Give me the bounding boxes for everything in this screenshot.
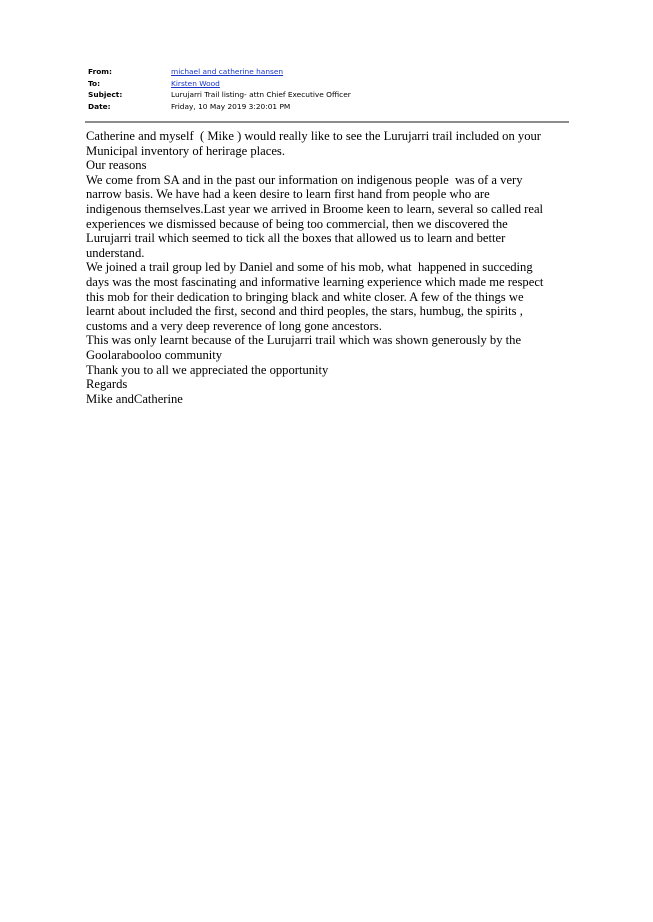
body-line: Municipal inventory of herirage places. <box>86 143 285 158</box>
body-line: indigenous themselves.Last year we arrived in Broome keen to learn, several so called real <box>86 201 544 216</box>
body-line: experiences we dismissed because of being too commercial, then we discovered the <box>86 216 508 231</box>
date-value: Friday, 10 May 2019 3:20:01 PM <box>171 101 291 111</box>
body-line: narrow basis. We have had a keen desire to learn first hand from people who are <box>86 187 490 202</box>
body-line: We joined a trail group led by Daniel and some of his mob, what happened in succeding <box>86 260 533 275</box>
body-line: customs and a very deep reverence of long gone ancestors. <box>86 318 382 333</box>
to-row <box>88 78 568 90</box>
body-line: We come from SA and in the past our information on indigenous people was of a very <box>86 172 523 187</box>
body-line: Catherine and myself ( Mike ) would really like to see the Lurujarri trail included on your <box>86 129 541 143</box>
body-line: This was only learnt because of the Lurujarri trail which was shown generously by the <box>86 333 522 348</box>
from-email-link[interactable]: michael and catherine hansen <box>171 67 284 76</box>
body-line: Lurujarri trail which seemed to tick all the boxes that allowed us to learn and better <box>86 231 506 246</box>
from-label: From: <box>88 67 112 76</box>
body-line: understand. <box>86 245 145 260</box>
date-label: Date: <box>88 101 111 111</box>
header-divider <box>85 121 569 123</box>
body-line: this mob for their dedication to bringing black and white closer. A few of the things we <box>86 289 524 304</box>
subject-value: Lurujarri Trail listing- attn Chief Executive Officer <box>171 90 351 99</box>
subject-label: Subject: <box>88 90 123 99</box>
email-header <box>88 66 568 112</box>
body-line: Thank you to all we appreciated the opportunity <box>86 362 329 377</box>
date-row <box>88 101 568 113</box>
body-line: learnt about included the first, second and third peoples, the stars, humbug, the spirits , <box>86 304 523 319</box>
body-line: days was the most fascinating and informative learning experience which made me respect <box>86 274 544 289</box>
subject-row <box>88 89 568 101</box>
to-email-link[interactable]: Kirsten Wood <box>171 78 220 88</box>
from-row <box>88 66 568 78</box>
body-line: Regards <box>86 377 128 392</box>
body-line: Our reasons <box>86 158 147 173</box>
email-body <box>86 129 576 406</box>
body-line: Goolarabooloo community <box>86 347 223 362</box>
to-label: To: <box>88 78 101 88</box>
body-line: Mike andCatherine <box>86 391 183 406</box>
